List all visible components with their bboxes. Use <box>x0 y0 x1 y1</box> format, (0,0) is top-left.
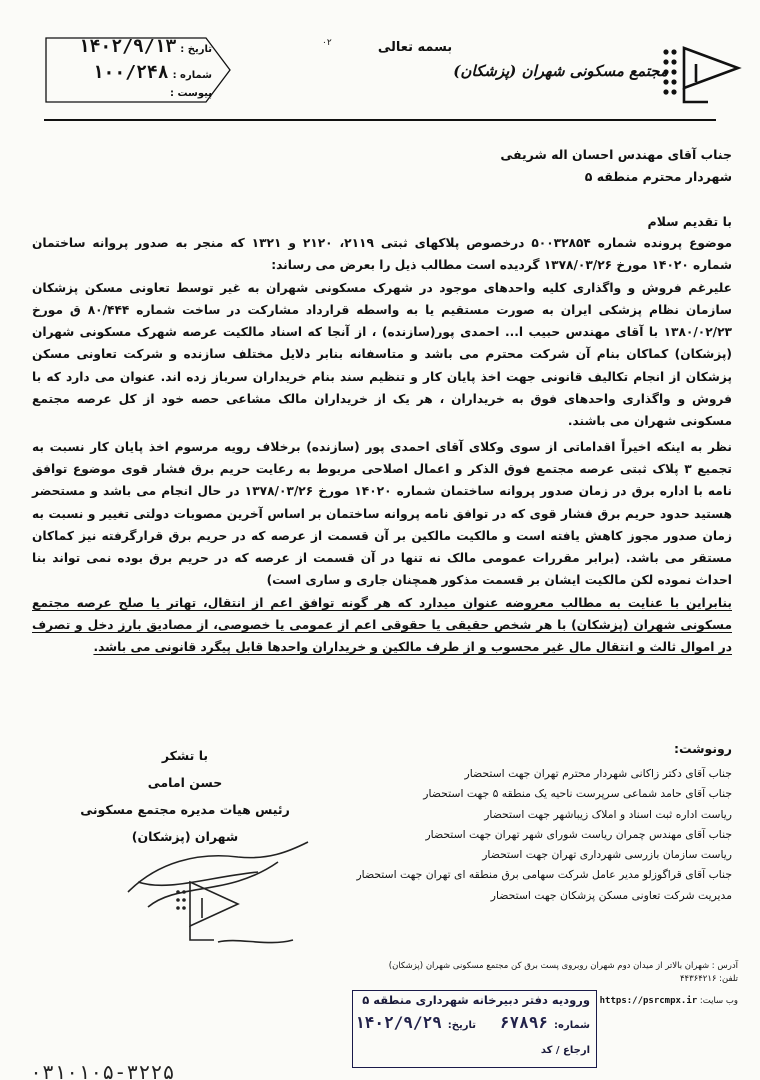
copy-item: جناب آقای دکتر زاکانی شهردار محترم تهران جهت استحضار <box>464 767 732 780</box>
paragraph-conclusion: بنابراین با عنایت به مطالب معروضه عنوان میدارد که هر گونه توافق اعم از انتقال، تهاتر یا صلح عرصه مجتمع مسکونی شهران (پزشکان) با هر شخص حقیقی یا حقوقی اعم از عمومی یا خصوصی، از مصادیق بارز دخل و تصرف در اموال ثالث و انتقال مال غیر محسوب و از طرف مالکین و خریداران واحدها قابل پیگرد قانونی می باشد. <box>32 595 732 655</box>
copies-list <box>356 764 732 906</box>
footer-address <box>389 960 738 986</box>
recipient-name: جناب آقای مهندس احسان اله شریفی <box>500 147 732 162</box>
recipient-block <box>500 144 732 188</box>
reg-date-value: ۱۴۰۲/۹/۲۹ <box>355 1013 442 1032</box>
footer-website: وب سایت: https://psrcmpx.ir <box>599 996 738 1006</box>
copy-item: جناب آقای مهندس چمران ریاست شورای شهر تهران جهت استحضار <box>425 827 732 841</box>
copy-item: جناب آقای حامد شماعی سرپرست ناحیه یک منطقه ۵ جهت استحضار <box>423 787 732 801</box>
page-mark: ۰۲ <box>322 38 332 48</box>
signature-title: رئیس هیات مدیره مجتمع مسکونی شهران (پزشکان) <box>80 802 290 844</box>
recipient-title: شهردار محترم منطقه ۵ <box>584 169 732 184</box>
reg-number: شماره:۶۷۸۹۶ <box>499 1013 590 1032</box>
copy-item: جناب آقای قراگوزلو مدیر عامل شرکت سهامی برق منطقه ای تهران جهت استحضار <box>356 868 732 882</box>
logo-text: مجتمع مسکونی شهران (پزشکان) <box>453 62 668 80</box>
paragraph-actions: نظر به اینکه اخیراً اقداماتی از سوی وکلای آقای احمدی پور (سازنده) برخلاف رویه مرسوم اخذ پایان کار نسبت به تجمیع ۳ پلاک ثبتی عرصه مجتمع فوق الذکر و اعمال اصلاحی مربوط به رعایت حریم برق فشار قوی موضوع توافق نامه با اداره برق در زمان صدور پروانه ساختمان شماره ۱۴۰۲۰ مورخ ۱۳۷۸/۰۳/۲۶ در حال انجام می باشد و مستحضر هستید حدود حریم برق فشار قوی که در توافق نامه پروانه ساختمان بر اساس آخرین مصوبات دولتی تغییر و نسبت به زمان صدور مجوز کاهش یافته است و مالکیت مالکین بر آن قسمت از عرصه که در حریم برق قرارگرفته نیز کماکان مستقر می باشد. (برابر مقررات عمومی مالک نه تنها در آن قسمت از عرصه که در حریم برق بوده نمی تواند بنا احداث نموده لکن مالکیت ایشان بر قسمت مذکور همچنان جاری و ساری است) <box>32 439 732 588</box>
header-divider <box>44 119 716 121</box>
meta-number: شماره :۱۰۰/۲۴۸ <box>92 62 212 83</box>
meta-number-value: ۱۰۰/۲۴۸ <box>92 62 169 83</box>
letter-meta-box <box>42 34 232 106</box>
website-link[interactable]: https://psrcmpx.ir <box>599 996 698 1006</box>
meta-date-value: ۱۴۰۲/۹/۱۳ <box>78 36 177 57</box>
meta-attachment: پیوست : <box>169 88 212 99</box>
signature-name: حسن امامی <box>147 775 223 790</box>
paragraph-subject: موضوع پرونده شماره ۵۰۰۳۲۸۵۴ درخصوص پلاکهای ثبتی ۲۱۱۹، ۲۱۲۰ و ۱۳۲۱ که منجر به صدور پروانه ساختمان شماره ۱۴۰۲۰ مورخ ۱۳۷۸/۰۳/۲۶ گردیده است مطالب ذیل را بعرض می رساند: <box>32 236 733 273</box>
address-text: آدرس : شهران بالاتر از میدان دوم شهران روبروی پست برق کن مجتمع مسکونی شهران (پزشکان) <box>388 961 738 971</box>
reg-number-value: ۶۷۸۹۶ <box>499 1013 549 1032</box>
phone-text: تلفن: ۴۴۳۶۴۲۱۶ <box>679 974 738 984</box>
paragraph-ownership: علیرغم فروش و واگذاری کلیه واحدهای موجود در شهرک مسکونی شهران به غیر توسط تعاونی مسکن پزشکان سازمان نظام پزشکی ایران به صورت مستقیم یا به واسطه قرارداد مشارکت در ساخت شماره ۸۰/۴۴۴ ق مورخ ۱۳۸۰/۰۲/۲۳ با آقای مهندس حبیب ا... احمدی پور(سازنده) ، از آنجا که اسناد مالکیت عرصه شهرک مسکونی شهران (پزشکان) کماکان بنام آن شرکت محترم می باشد و متاسفانه بنابر دلایل مختلف سازنده و شرکت تعاونی مسکن پزشکان از انجام تکالیف قانونی جهت اخذ پایان کار و تنظیم سند بنام خریداران سرباز زده اند. عنوان می دارد که با فروش و واگذاری واحدهای فوق به خریداران ، هر یک از خریداران مالک مشاعی حصه خود از کل عرصه مجتمع مسکونی شهران می باشند. <box>32 280 733 429</box>
registration-stamp <box>352 990 597 1068</box>
reg-date: تاریخ:۱۴۰۲/۹/۲۹ <box>355 1013 476 1032</box>
bottom-handwriting: ۰۳۱۰۱۰۵-۳۲۲۵ <box>30 1060 175 1080</box>
copy-item: مدیریت شرکت تعاونی مسکن پزشکان جهت استحضار <box>490 888 732 902</box>
signature-stamp <box>118 822 318 952</box>
meta-date: تاریخ :۱۴۰۲/۹/۱۳ <box>78 36 212 57</box>
copy-item: ریاست سازمان بازرسی شهرداری تهران جهت استحضار <box>482 848 732 862</box>
copy-item: ریاست اداره ثبت اسناد و املاک زیباشهر جهت استحضار <box>484 807 732 821</box>
bismillah-heading: بسمه تعالی <box>377 40 453 55</box>
letter-body <box>32 232 732 659</box>
reg-ref: ارجاع / کد <box>540 1045 590 1056</box>
salutation: با تقدیم سلام <box>647 214 732 229</box>
signature-thanks: با تشکر <box>161 748 209 763</box>
reg-stamp-title: ورودیه دفتر دبیرخانه شهرداری منطقه ۵ <box>362 993 590 1007</box>
copies-heading: رونوشت: <box>673 741 732 756</box>
